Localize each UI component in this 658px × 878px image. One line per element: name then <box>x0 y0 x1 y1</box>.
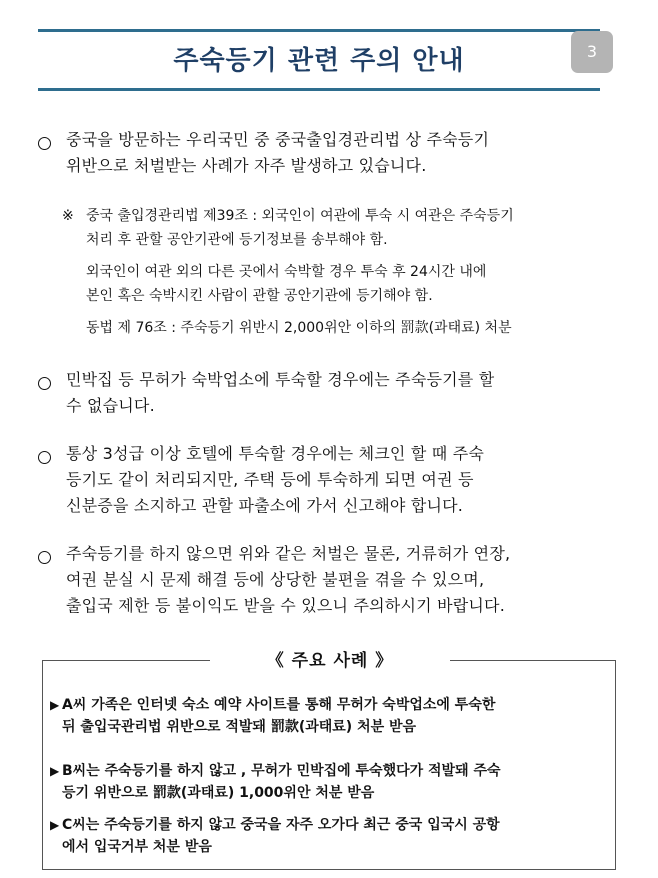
bullet-4-line-1: 주숙등기를 하지 않으면 위와 같은 처벌은 물론, 거류허가 연장, <box>66 544 511 563</box>
bullet-3-line-3: 신분증을 소지하고 관할 파출소에 가서 신고해야 합니다. <box>66 496 464 515</box>
cases-box-title: 《 주요 사례 》 <box>210 649 450 673</box>
note-2 <box>86 260 606 308</box>
case-b-line-1: B씨는 주숙등기를 하지 않고 , 무허가 민박집에 투숙했다가 적발돼 주숙 <box>62 763 501 779</box>
circle-bullet-icon <box>38 546 51 572</box>
bullet-1-line-1: 중국을 방문하는 우리국민 중 중국출입경관리법 상 주숙등기 <box>66 130 490 149</box>
bullet-paragraph-1 <box>66 127 606 179</box>
bullet-paragraph-4 <box>66 541 606 619</box>
note-3 <box>86 316 606 340</box>
bullet-paragraph-3 <box>66 441 606 519</box>
case-a-line-1: A씨 가족은 인터넷 숙소 예약 사이트를 통해 무허가 숙박업소에 투숙한 <box>62 697 496 713</box>
case-c-line-1: C씨는 주숙등기를 하지 않고 중국을 자주 오가다 최근 중국 입국시 공항 <box>62 817 500 833</box>
bullet-4-line-3: 출입국 제한 등 불이익도 받을 수 있으니 주의하시기 바랍니다. <box>66 596 505 615</box>
bullet-3-line-2: 등기도 같이 처리되지만, 주택 등에 투숙하게 되면 여권 등 <box>66 470 474 489</box>
triangle-arrow-icon: ▶ <box>50 818 60 832</box>
circle-bullet-icon <box>38 446 51 472</box>
case-b-line-2: 등기 위반으로 罰款(과태료) 1,000위안 처분 받음 <box>62 785 375 801</box>
note-2-line-2: 본인 혹은 숙박시킨 사람이 관할 공안기관에 등기해야 함. <box>86 288 433 304</box>
bullet-2-line-1: 민박집 등 무허가 숙박업소에 투숙할 경우에는 주숙등기를 할 <box>66 370 495 389</box>
note-1-line-2: 처리 후 관할 공안기관에 등기정보를 송부해야 함. <box>86 232 388 248</box>
header-top-rule <box>38 29 600 32</box>
triangle-arrow-icon: ▶ <box>50 764 60 778</box>
bullet-2-line-2: 수 없습니다. <box>66 396 155 415</box>
case-a-line-2: 뒤 출입국관리법 위반으로 적발돼 罰款(과태료) 처분 받음 <box>62 719 417 735</box>
case-c-line-2: 에서 입국거부 처분 받음 <box>62 839 212 855</box>
bullet-3-line-1: 통상 3성급 이상 호텔에 투숙할 경우에는 체크인 할 때 주숙 <box>66 444 485 463</box>
circle-bullet-icon <box>38 372 51 398</box>
bullet-1-line-2: 위반으로 처벌받는 사례가 자주 발생하고 있습니다. <box>66 156 427 175</box>
page-number-badge: 3 <box>571 31 613 73</box>
circle-bullet-icon <box>38 132 51 158</box>
note-2-line-1: 외국인이 여관 외의 다른 곳에서 숙박할 경우 투숙 후 24시간 내에 <box>86 264 487 280</box>
page-title: 주숙등기 관련 주의 안내 <box>173 46 465 76</box>
note-1-line-1: 중국 출입경관리법 제39조 : 외국인이 여관에 투숙 시 여관은 주숙등기 <box>86 208 514 224</box>
reference-mark-icon: ※ <box>62 208 74 224</box>
header-bottom-rule <box>38 88 600 91</box>
triangle-arrow-icon: ▶ <box>50 698 60 712</box>
bullet-paragraph-2 <box>66 367 606 419</box>
bullet-4-line-2: 여권 분실 시 문제 해결 등에 상당한 불편을 겪을 수 있으며, <box>66 570 485 589</box>
note-3-line-1: 동법 제 76조 : 주숙등기 위반시 2,000위안 이하의 罰款(과태료) 처분 <box>86 320 512 336</box>
